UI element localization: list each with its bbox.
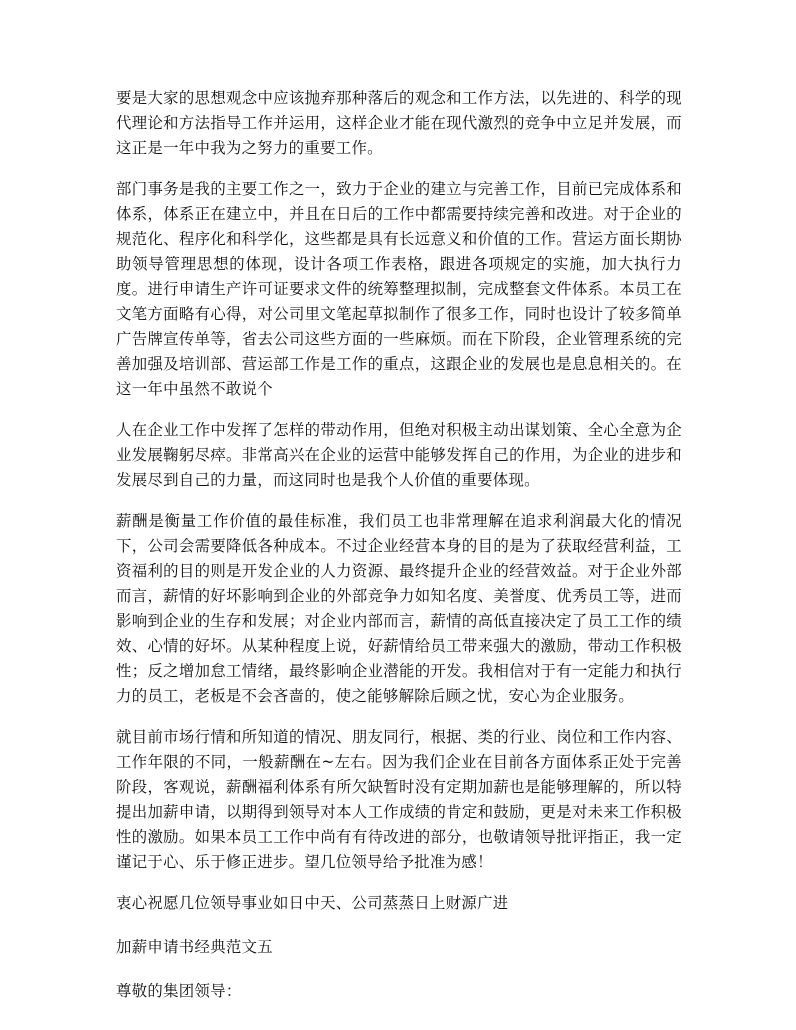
paragraph-5: 就目前市场行情和所知道的情况、朋友同行，根据、类的行业、岗位和工作内容、工作年限的不同，一般薪酬在~左右。因为我们企业在目前各方面体系正处于完善阶段，客观说，薪酬福利体系有所欠缺暂时没有定期加薪也是能够理解的，所以特提出加薪申请，以期得到领导对本人工作成绩的肯定和鼓励，更是对未来工作积极性的激励。如果本员工工作中尚有有待改进的部分，也敬请领导批评指正，我一定谨记于心、乐于修正进步。望几位领导给予批准为感！ xyxy=(116,728,682,871)
paragraph-3: 人在企业工作中发挥了怎样的带动作用，但绝对积极主动出谋划策、全心全意为企业发展鞠躬尽瘁。非常高兴在企业的运营中能够发挥自己的作用，为企业的进步和发展尽到自己的力量，而这同时也是我个人价值的重要体现。 xyxy=(116,421,682,489)
section-title: 加薪申请书经典范文五 xyxy=(116,938,273,956)
paragraph-1: 要是大家的思想观念中应该抛弃那种落后的观念和工作方法，以先进的、科学的现代理论和方法指导工作并运用，这样企业才能在现代激烈的竞争中立足并发展，而这正是一年中我为之努力的重要工作。 xyxy=(116,89,682,157)
closing-wish: 衷心祝愿几位领导事业如日中天、公司蒸蒸日上财源广进 xyxy=(116,894,509,912)
paragraph-4: 薪酬是衡量工作价值的最佳标准，我们员工也非常理解在追求利润最大化的情况下，公司会需要降低各种成本。不过企业经营本身的目的是为了获取经营利益，工资福利的目的则是开发企业的人力资源、最终提升企业的经营效益。对于企业外部而言，薪情的好坏影响到企业的外部竞争力如知名度、美誉度、优秀员工等，进而影响到企业的生存和发展；对企业内部而言，薪情的高低直接决定了员工工作的绩效、心情的好坏。从某种程度上说，好薪情给员工带来强大的激励，带动工作积极性；反之增加怠工情绪，最终影响企业潜能的开发。我相信对于有一定能力和执行力的员工，老板是不会吝啬的，使之能够解除后顾之忧，安心为企业服务。 xyxy=(116,512,682,705)
salutation: 尊敬的集团领导： xyxy=(116,982,242,1000)
document-page xyxy=(116,86,682,1023)
paragraph-2: 部门事务是我的主要工作之一，致力于企业的建立与完善工作，目前已完成体系和体系，体系正在建立中，并且在日后的工作中都需要持续完善和改进。对于企业的规范化、程序化和科学化，这些都是具有长远意义和价值的工作。营运方面长期协助领导管理思想的体现，设计各项工作表格，跟进各项规定的实施，加大执行力度。进行申请生产许可证要求文件的统筹整理拟制，完成整套文件体系。本员工在文笔方面略有心得，对公司里文笔起草拟制作了很多工作，同时也设计了较多简单广告牌宣传单等，省去公司这些方面的一些麻烦。而在下阶段，企业管理系统的完善加强及培训部、营运部工作是工作的重点，这跟企业的发展也是息息相关的。在这一年中虽然不敢说个 xyxy=(116,180,682,398)
